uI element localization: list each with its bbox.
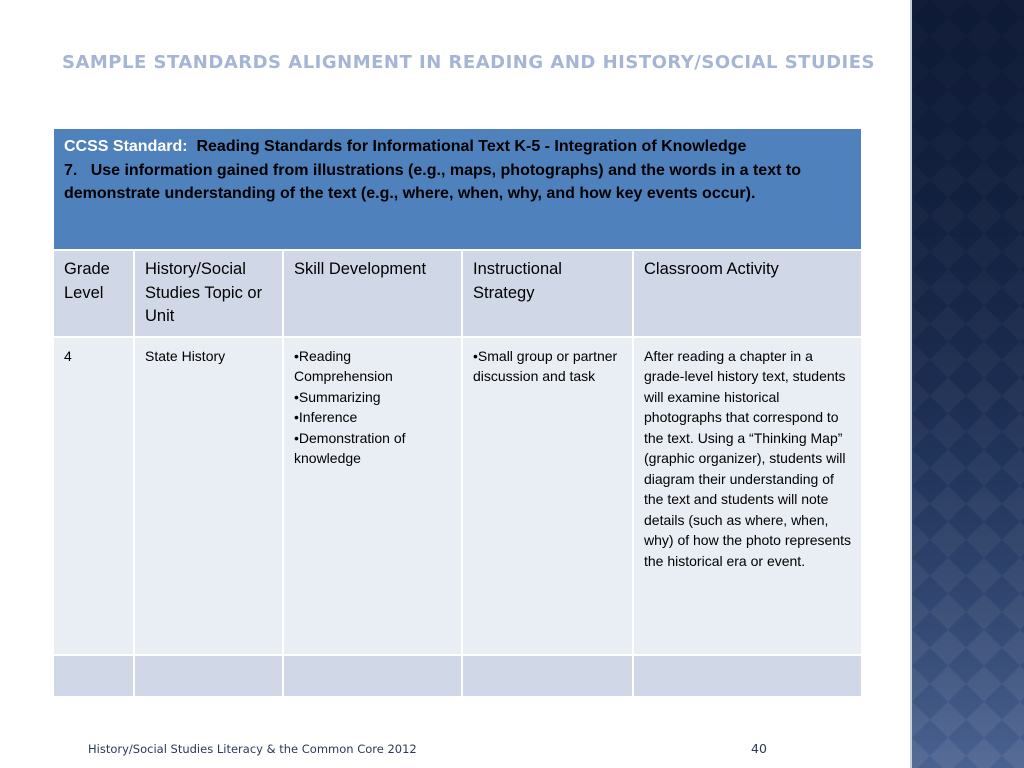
standard-header-row [53, 128, 862, 250]
column-header: Skill Development [283, 250, 462, 337]
instructional-strategy-cell [462, 337, 633, 655]
grade-level-cell: 4 [53, 337, 134, 655]
column-header: Instructional Strategy [462, 250, 633, 337]
strategy-list [473, 346, 622, 387]
column-header: History/Social Studies Topic or Unit [134, 250, 283, 337]
empty-cell [283, 655, 462, 697]
skill-item: • Summarizing [294, 387, 451, 408]
standard-number: 7. [64, 161, 78, 179]
classroom-activity-cell: After reading a chapter in a grade-level history text, students will examine historical photographs that correspond to the text. Using a “Thinking Map” (graphic organizer), students will diagram their understanding of the text and students will note details (such as where, when, why) of how the photo represents the historical era or event. [633, 337, 862, 655]
standard-name: Reading Standards for Informational Text K-5 - Integration of Knowledge [196, 138, 747, 155]
ccss-standard-label: CCSS Standard: [64, 138, 188, 155]
standards-alignment-table [52, 127, 863, 698]
column-header: Grade Level [53, 250, 134, 337]
empty-cell [134, 655, 283, 697]
footer-text: History/Social Studies Literacy & the Common Core 2012 [88, 742, 417, 756]
topic-cell: State History [134, 337, 283, 655]
empty-table-row [53, 655, 862, 697]
slide-title: SAMPLE STANDARDS ALIGNMENT IN READING AND HISTORY/SOCIAL STUDIES [62, 52, 875, 73]
skill-development-cell [283, 337, 462, 655]
skill-item: • Inference [294, 407, 451, 428]
empty-cell [53, 655, 134, 697]
decorative-side-band [912, 0, 1024, 768]
table-row [53, 337, 862, 655]
standard-header-cell [53, 128, 862, 250]
strategy-item: • Small group or partner discussion and task [473, 346, 622, 387]
empty-cell [462, 655, 633, 697]
column-header-row [53, 250, 862, 337]
skill-list [294, 346, 451, 469]
page-number: 40 [751, 741, 767, 756]
column-header: Classroom Activity [633, 250, 862, 337]
skill-item: • Demonstration of knowledge [294, 428, 451, 469]
skill-item: • Reading Comprehension [294, 346, 451, 387]
standard-text: Use information gained from illustrations (e.g., maps, photographs) and the words in a text to demonstrate understanding of the text (e.g., where, when, why, and how key events occur). [64, 161, 801, 202]
empty-cell [633, 655, 862, 697]
